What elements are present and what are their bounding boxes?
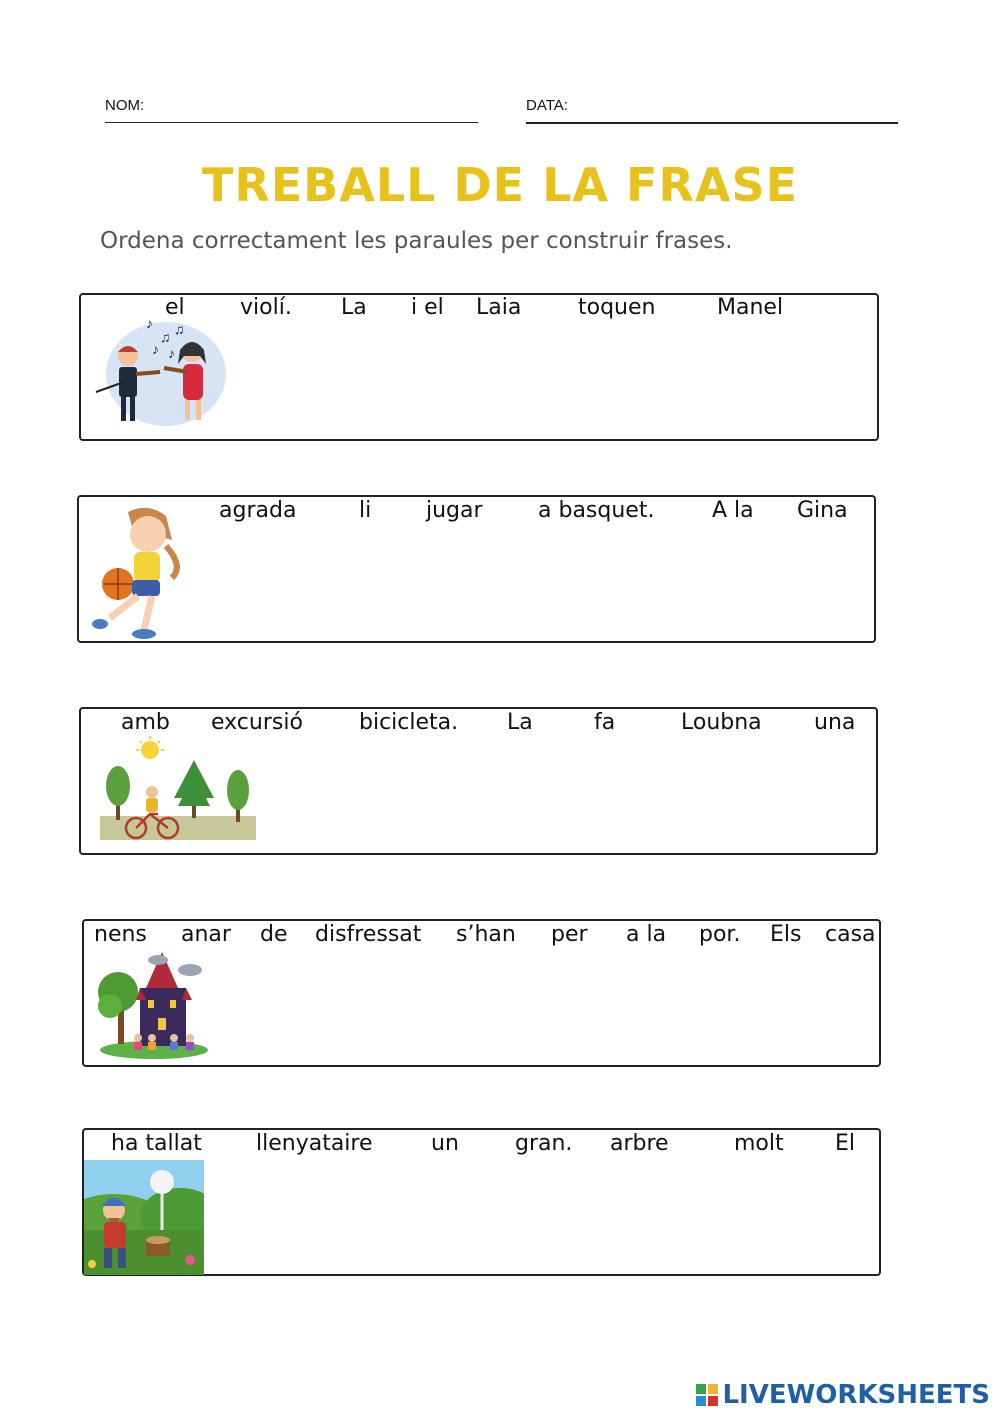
word-tile[interactable]: La — [341, 295, 367, 320]
svg-text:♫: ♫ — [174, 321, 185, 337]
word-tile[interactable]: fa — [594, 710, 616, 735]
word-tile[interactable]: Manel — [717, 295, 784, 320]
svg-text:♫: ♫ — [160, 329, 171, 345]
logo-text: LIVEWORKSHEETS — [722, 1380, 990, 1410]
word-tile[interactable]: i el — [411, 295, 444, 320]
word-tile[interactable]: violí. — [240, 295, 292, 320]
haunted-house-illustration — [96, 948, 210, 1060]
name-field-line[interactable] — [105, 122, 478, 123]
word-tile[interactable]: bicicleta. — [359, 710, 459, 735]
word-tile[interactable]: jugar — [426, 498, 483, 523]
word-tile[interactable]: disfressat — [315, 922, 422, 947]
word-tile[interactable]: Gina — [797, 498, 848, 523]
instructions-text: Ordena correctament les paraules per construir frases. — [100, 228, 733, 254]
logo-icon — [696, 1384, 718, 1406]
word-tile[interactable]: nens — [94, 922, 147, 947]
svg-text:♪: ♪ — [146, 315, 153, 331]
word-tile[interactable]: toquen — [578, 295, 656, 320]
word-tile[interactable]: excursió — [211, 710, 303, 735]
word-tile[interactable]: a basquet. — [538, 498, 655, 523]
word-tile[interactable]: gran. — [515, 1131, 573, 1156]
svg-text:♪: ♪ — [152, 341, 159, 357]
word-tile[interactable]: de — [260, 922, 288, 947]
word-tile[interactable]: por. — [699, 922, 741, 947]
svg-text:♪: ♪ — [168, 345, 175, 361]
word-tile[interactable]: ha tallat — [111, 1131, 202, 1156]
word-tile[interactable]: arbre — [610, 1131, 669, 1156]
date-field-line[interactable] — [526, 122, 898, 124]
word-tile[interactable]: agrada — [219, 498, 297, 523]
name-label: NOM: — [105, 97, 145, 114]
violin-children-illustration — [88, 312, 228, 430]
word-tile[interactable]: li — [359, 498, 372, 523]
word-tile[interactable]: per — [551, 922, 588, 947]
word-tile[interactable]: anar — [181, 922, 231, 947]
word-tile[interactable]: Laia — [476, 295, 522, 320]
word-tile[interactable]: La — [507, 710, 533, 735]
worksheet-title: TREBALL DE LA FRASE — [201, 158, 799, 212]
liveworksheets-logo — [696, 1380, 990, 1410]
word-tile[interactable]: A la — [712, 498, 754, 523]
word-tile[interactable]: un — [431, 1131, 459, 1156]
word-tile[interactable]: llenyataire — [256, 1131, 373, 1156]
basketball-girl-illustration — [88, 506, 190, 640]
word-tile[interactable]: Loubna — [681, 710, 762, 735]
word-tile[interactable]: a la — [626, 922, 667, 947]
word-tile[interactable]: casa — [825, 922, 876, 947]
word-tile[interactable]: Els — [770, 922, 802, 947]
word-tile[interactable]: el — [165, 295, 185, 320]
word-tile[interactable]: El — [835, 1131, 856, 1156]
lumberjack-illustration — [84, 1160, 204, 1275]
word-tile[interactable]: s’han — [456, 922, 516, 947]
date-label: DATA: — [526, 97, 568, 114]
bicycle-forest-illustration — [98, 736, 258, 842]
word-tile[interactable]: amb — [121, 710, 170, 735]
word-tile[interactable]: una — [814, 710, 856, 735]
word-tile[interactable]: molt — [734, 1131, 784, 1156]
